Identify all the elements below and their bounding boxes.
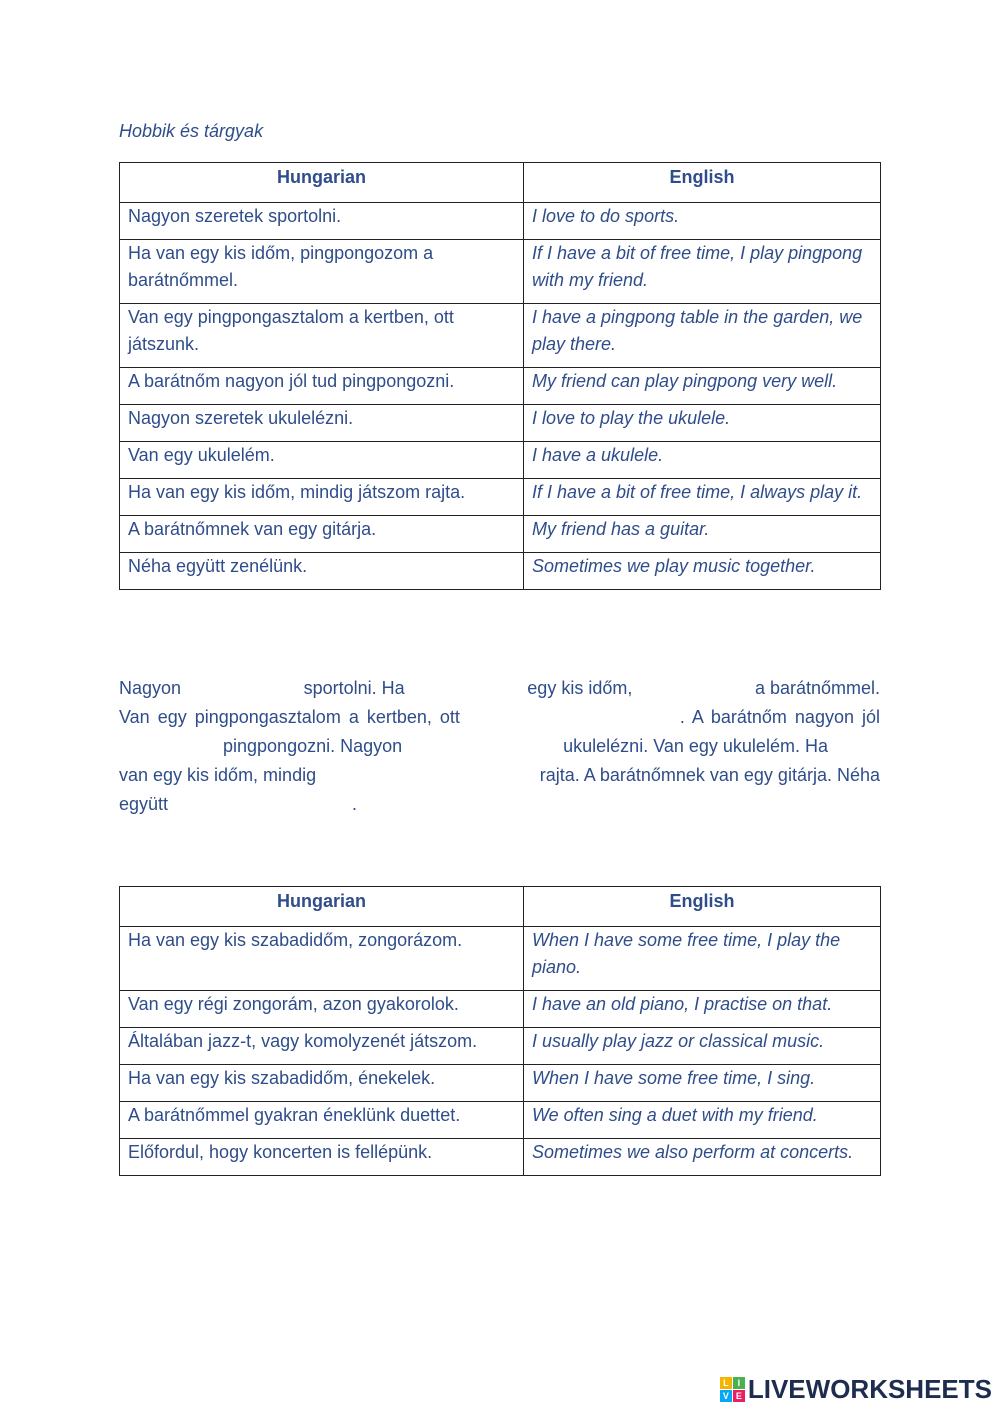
vocabulary-table-2 [119,886,881,1176]
blank-gap[interactable] [119,732,223,761]
gap-fill-line [119,674,880,703]
hungarian-cell: A barátnőm nagyon jól tud pingpongozni. [120,368,524,405]
english-cell: When I have some free time, I sing. [524,1065,881,1102]
english-cell: My friend can play pingpong very well. [524,368,881,405]
text-segment: Van egy pingpongasztalom a kertben, ott [119,707,460,727]
logo-icon [720,1377,745,1402]
table-row [120,405,881,442]
table-row [120,553,881,590]
text-segment: . [352,794,358,814]
table-row [120,442,881,479]
english-cell: We often sing a duet with my friend. [524,1102,881,1139]
hungarian-cell: Ha van egy kis szabadidőm, énekelek. [120,1065,524,1102]
table-row [120,1139,881,1176]
text-segment: egy kis időm, [527,678,633,698]
english-cell: If I have a bit of free time, I play pingpong with my friend. [524,240,881,304]
hungarian-cell: A barátnőmnek van egy gitárja. [120,516,524,553]
hungarian-cell: Általában jazz-t, vagy komolyzenét játszom. [120,1028,524,1065]
text-segment: rajta. A barátnőmnek van egy gitárja. Néha [539,765,880,785]
table-row [120,991,881,1028]
text-segment: Nagyon [119,678,182,698]
hungarian-cell: Nagyon szeretek sportolni. [120,203,524,240]
hungarian-cell: Ha van egy kis időm, pingpongozom a barátnőmmel. [120,240,524,304]
table-row [120,1028,881,1065]
gap-fill-line [119,703,880,732]
worksheet-title: Hobbik és tárgyak [119,121,264,141]
table-row [120,304,881,368]
text-segment: a barátnőmmel. [754,678,880,698]
hungarian-cell: Van egy régi zongorám, azon gyakorolok. [120,991,524,1028]
gap-fill-line [119,732,880,761]
logo-tile: V [720,1390,732,1402]
english-cell: If I have a bit of free time, I always play it. [524,479,881,516]
table-row [120,368,881,405]
text-segment: sportolni. Ha [303,678,405,698]
blank-gap[interactable] [402,732,563,761]
blank-gap[interactable] [168,790,352,819]
english-cell: I have an old piano, I practise on that. [524,991,881,1028]
table-header-row [120,887,881,927]
english-cell: I love to do sports. [524,203,881,240]
gap-fill-line [119,790,880,819]
hungarian-cell: Van egy pingpongasztalom a kertben, ott játszunk. [120,304,524,368]
header-english: English [524,163,881,203]
hungarian-cell: Ha van egy kis szabadidőm, zongorázom. [120,927,524,991]
gap-fill-paragraph [119,674,880,819]
table-header-row [120,163,881,203]
logo-tile: L [720,1377,732,1389]
hungarian-cell: Néha együtt zenélünk. [120,553,524,590]
table-row [120,203,881,240]
text-segment: együtt [119,794,169,814]
english-cell: I love to play the ukulele. [524,405,881,442]
text-segment: ukulelézni. Van egy ukulelém. Ha [563,736,828,756]
vocabulary-table-1 [119,162,881,590]
english-cell: I have a ukulele. [524,442,881,479]
hungarian-cell: Előfordul, hogy koncerten is fellépünk. [120,1139,524,1176]
text-segment: . A barátnőm nagyon jól [679,707,880,727]
text-segment: pingpongozni. Nagyon [223,736,403,756]
table-row [120,240,881,304]
blank-gap[interactable] [520,703,620,732]
hungarian-cell: Van egy ukulelém. [120,442,524,479]
table-row [120,516,881,553]
table-row [120,927,881,991]
english-cell: I usually play jazz or classical music. [524,1028,881,1065]
header-hungarian: Hungarian [120,163,524,203]
logo-text: LIVEWORKSHEETS [747,1374,992,1404]
hungarian-cell: Nagyon szeretek ukulelézni. [120,405,524,442]
english-cell: My friend has a guitar. [524,516,881,553]
logo-tile: E [733,1390,745,1402]
gap-fill-line [119,761,880,790]
english-cell: Sometimes we also perform at concerts. [524,1139,881,1176]
table-row [120,1102,881,1139]
table-row [120,1065,881,1102]
table-row [120,479,881,516]
blank-gap[interactable] [368,761,488,790]
liveworksheets-logo [720,1374,992,1405]
english-cell: I have a pingpong table in the garden, we play there. [524,304,881,368]
english-cell: When I have some free time, I play the piano. [524,927,881,991]
hungarian-cell: Ha van egy kis időm, mindig játszom rajta. [120,479,524,516]
text-segment: van egy kis időm, mindig [119,765,317,785]
header-english: English [524,887,881,927]
english-cell: Sometimes we play music together. [524,553,881,590]
header-hungarian: Hungarian [120,887,524,927]
hungarian-cell: A barátnőmmel gyakran éneklünk duettet. [120,1102,524,1139]
logo-tile: I [733,1377,745,1389]
